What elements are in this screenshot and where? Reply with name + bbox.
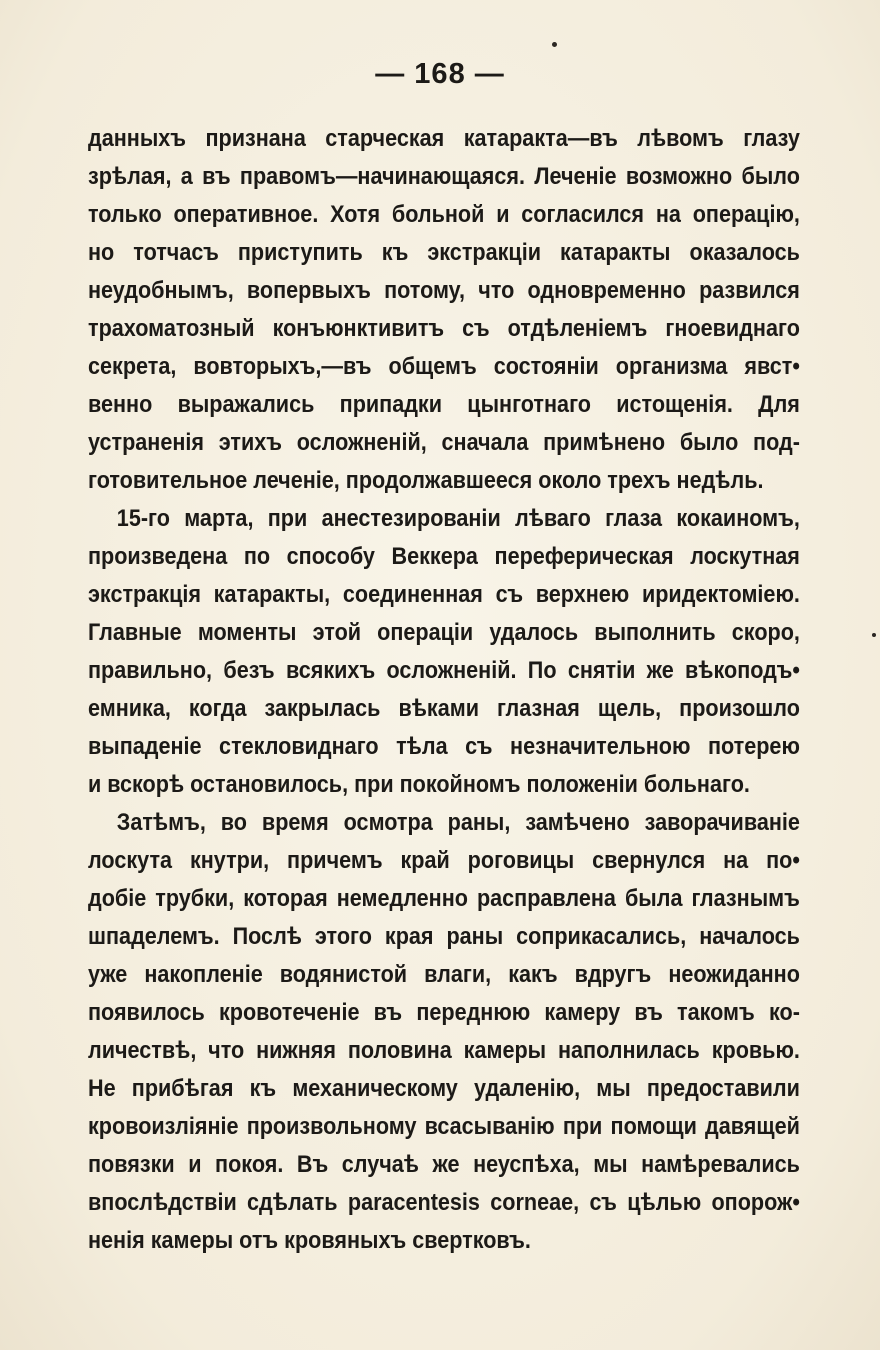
page-number: — 168 —: [375, 58, 505, 90]
text-line: Затѣмъ, во время осмотра раны, замѣчено заворачиваніе: [116, 809, 800, 836]
text-line: и вскорѣ остановилось, при покойномъ положеніи больнаго.: [88, 771, 750, 798]
text-line: экстракція катаракты, соединенная съ верхнею иридектоміею.: [88, 581, 800, 608]
text-line: емника, когда закрылась вѣками глазная щель, произошло: [88, 695, 800, 722]
text-line: Не прибѣгая къ механическому удаленію, мы предоставили: [88, 1075, 800, 1102]
text-line: кровоизліяніе произвольному всасыванію при помощи давящей: [88, 1113, 800, 1140]
text-line: неудобнымъ, вопервыхъ потому, что одновременно развился: [88, 277, 800, 304]
text-line: выпаденіе стекловиднаго тѣла съ незначительною потерею: [88, 733, 800, 760]
text-line: правильно, безъ всякихъ осложненій. По снятіи же вѣкоподъ•: [88, 657, 800, 684]
text-line: готовительное леченіе, продолжавшееся около трехъ недѣль.: [88, 467, 764, 494]
text-line: секрета, вовторыхъ,—въ общемъ состояніи организма явст•: [88, 353, 800, 380]
text-line: уже накопленіе водянистой влаги, какъ вдругъ неожиданно: [88, 961, 800, 988]
text-line: но тотчасъ приступить къ экстракціи катаракты оказалось: [88, 239, 800, 266]
text-line: Главные моменты этой операціи удалось выполнить скоро,: [88, 619, 800, 646]
text-line: зрѣлая, а въ правомъ—начинающаяся. Леченіе возможно было: [88, 163, 800, 190]
text-line: личествѣ, что нижняя половина камеры наполнилась кровью.: [88, 1037, 800, 1064]
ink-speck: [552, 42, 557, 47]
text-line: только оперативное. Хотя больной и согласился на операцію,: [88, 201, 800, 228]
text-line: трахоматозный конъюнктивитъ съ отдѣленіемъ гноевиднаго: [88, 315, 800, 342]
text-line: данныхъ признана старческая катаракта—въ лѣвомъ глазу: [88, 125, 800, 152]
text-line: произведена по способу Веккера переферическая лоскутная: [88, 543, 800, 570]
text-line: ненія камеры отъ кровяныхъ свертковъ.: [88, 1227, 531, 1254]
text-line: появилось кровотеченіе въ переднюю камеру въ такомъ ко-: [88, 999, 800, 1026]
text-line: повязки и покоя. Въ случаѣ же неуспѣха, мы намѣревались: [88, 1151, 800, 1178]
ink-speck: [872, 633, 876, 637]
text-line: шпаделемъ. Послѣ этого края раны соприкасались, началось: [88, 923, 800, 950]
text-line: лоскута кнутри, причемъ край роговицы свернулся на по•: [88, 847, 800, 874]
body-text: [88, 120, 800, 1260]
text-line: впослѣдствіи сдѣлать paracentesis corneae, съ цѣлью опорож•: [88, 1189, 800, 1216]
text-line: устраненія этихъ осложненій, сначала примѣнено было под-: [88, 429, 800, 456]
text-line: венно выражались припадки цынготнаго истощенія. Для: [88, 391, 800, 418]
text-line: добіе трубки, которая немедленно расправлена была глазнымъ: [88, 885, 800, 912]
text-line: 15-го марта, при анестезированіи лѣваго глаза кокаиномъ,: [116, 505, 800, 532]
